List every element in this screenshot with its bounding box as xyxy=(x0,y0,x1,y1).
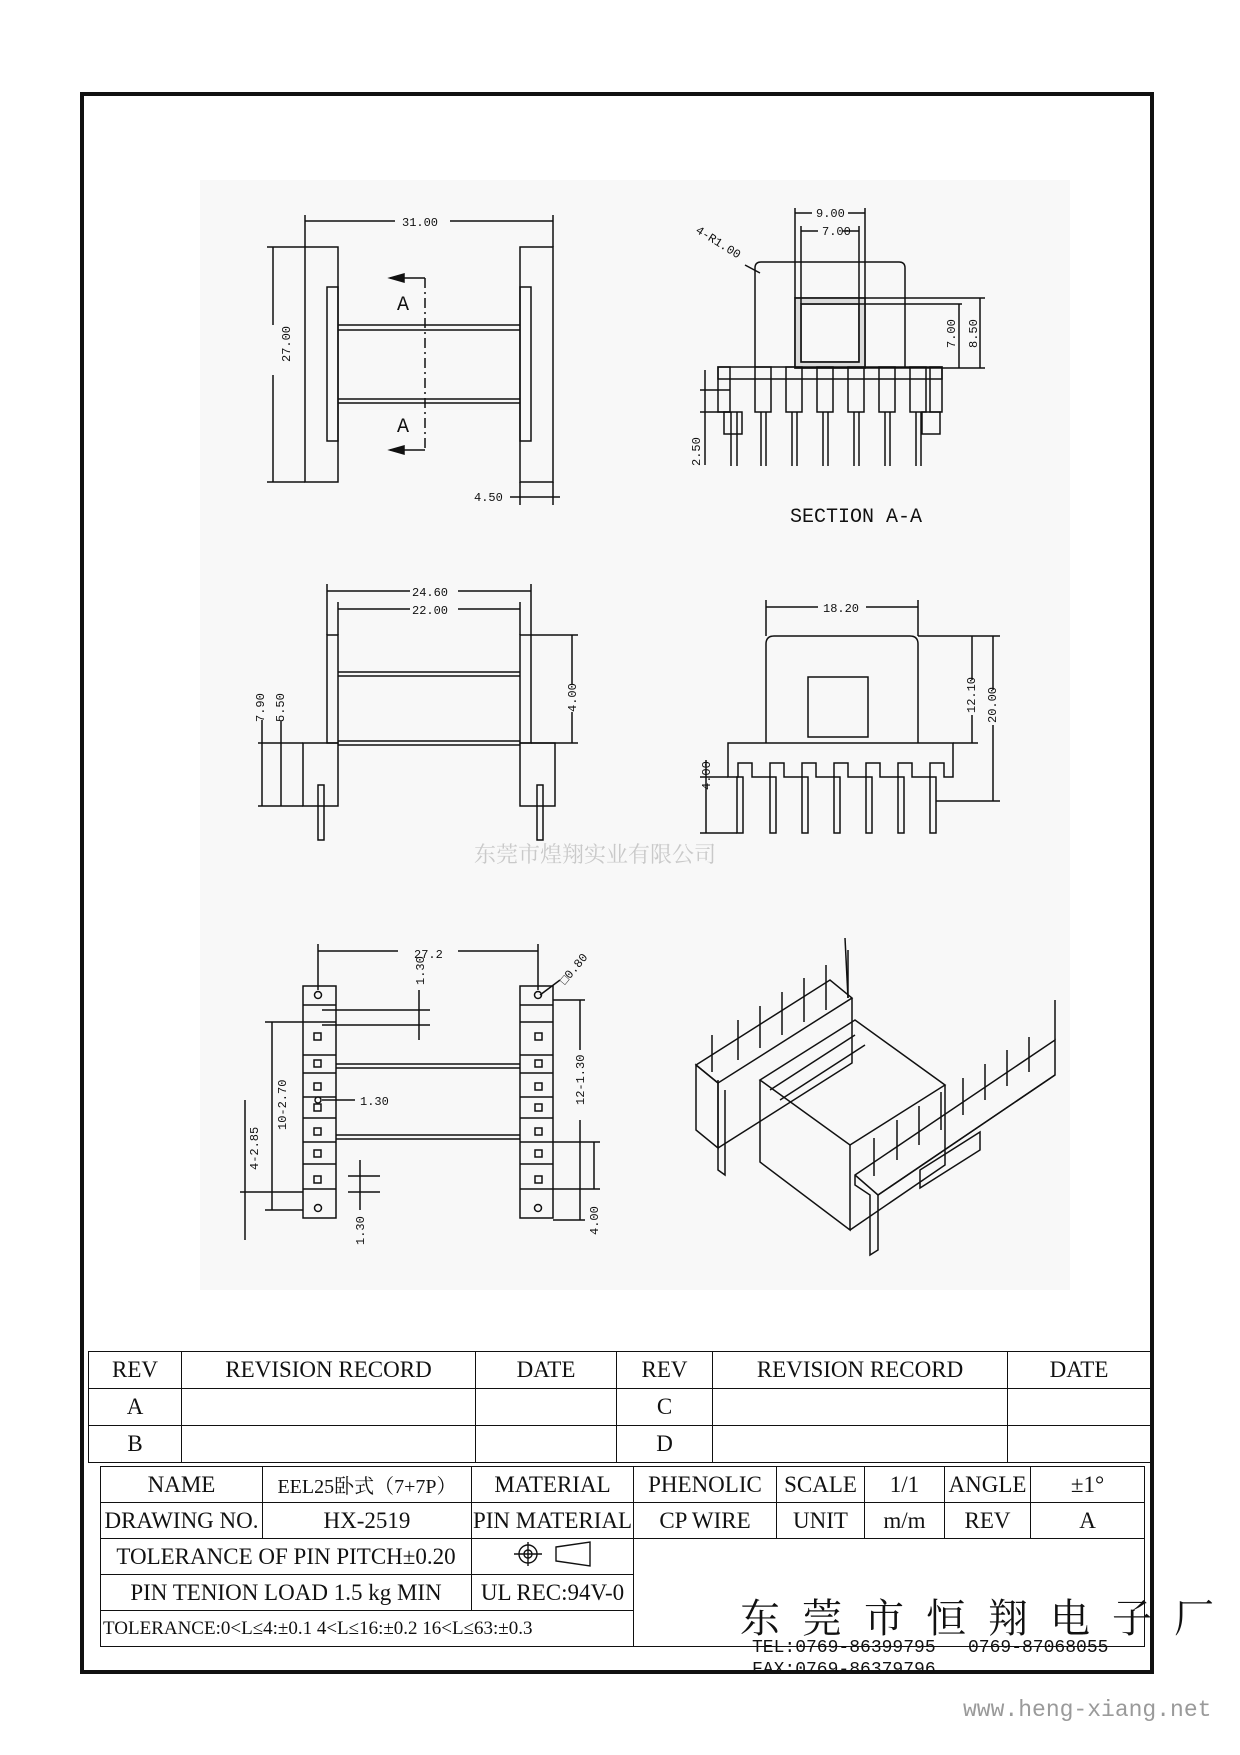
table-row xyxy=(89,1426,1151,1463)
rev-header: REV xyxy=(617,1352,713,1389)
angle-value: ±1° xyxy=(1031,1467,1145,1503)
revision-table xyxy=(88,1351,1151,1463)
pin-material-value: CP WIRE xyxy=(634,1503,777,1539)
dim-bottom-12-1-30: 12-1.30 xyxy=(574,1054,588,1105)
rev-value: A xyxy=(1031,1503,1145,1539)
section-mark-lower: A xyxy=(397,416,410,439)
dim-right-20-00: 20.00 xyxy=(986,686,1000,723)
unit-value: m/m xyxy=(865,1503,945,1539)
dim-right-4-00: 4.00 xyxy=(700,761,714,790)
drawing-no-label: DRAWING NO. xyxy=(101,1503,263,1539)
top-view xyxy=(267,215,560,505)
dim-bottom-hole: □0.80 xyxy=(557,950,592,988)
dim-bottom-pitch-total: 27.2 xyxy=(414,948,443,962)
revision-record-header: REVISION RECORD xyxy=(713,1352,1008,1389)
drawing-no-value: HX-2519 xyxy=(263,1503,472,1539)
date-cell xyxy=(1008,1426,1151,1463)
ul-rec: UL REC:94V-0 xyxy=(472,1575,634,1611)
name-value: EEL25卧式（7+7P） xyxy=(263,1467,472,1503)
rev-cell: C xyxy=(617,1389,713,1426)
rev-cell: A xyxy=(89,1389,182,1426)
scale-value: 1/1 xyxy=(865,1467,945,1503)
dim-front-4-00: 4.00 xyxy=(566,683,580,712)
dim-top-flange: 4.50 xyxy=(474,491,503,505)
record-cell xyxy=(182,1426,476,1463)
dim-bottom-4-00: 4.00 xyxy=(588,1206,602,1235)
dim-front-7-90: 7.90 xyxy=(254,693,268,722)
dim-front-5-50: 5.50 xyxy=(274,693,288,722)
dim-section-inner: 7.00 xyxy=(822,225,851,239)
projection-symbol xyxy=(472,1539,634,1575)
material-value: PHENOLIC xyxy=(634,1467,777,1503)
dim-section-outer: 9.00 xyxy=(816,207,845,221)
watermark: 东莞市煌翔实业有限公司 xyxy=(474,843,717,868)
date-header: DATE xyxy=(1008,1352,1151,1389)
company-tel: TEL:0769-86399795 xyxy=(752,1638,936,1658)
section-view xyxy=(700,208,985,466)
rev-label: REV xyxy=(945,1503,1031,1539)
tolerance-general: TOLERANCE:0<L≤4:±0.1 4<L≤16:±0.2 16<L≤63:±0.3 xyxy=(101,1611,634,1647)
front-right-pins xyxy=(737,777,936,833)
dim-right-width: 18.20 xyxy=(823,602,860,616)
dim-bottom-center: 1.30 xyxy=(360,1095,389,1109)
pin-load: PIN TENION LOAD 1.5 kg MIN xyxy=(101,1575,472,1611)
dim-right-12-10: 12.10 xyxy=(965,676,979,713)
section-title: SECTION A-A xyxy=(790,506,923,529)
isometric-view xyxy=(696,938,1055,1255)
pin-material-label: PIN MATERIAL xyxy=(472,1503,634,1539)
record-cell xyxy=(182,1389,476,1426)
dim-section-pin: 2.50 xyxy=(690,437,704,466)
dim-section-h-outer: 8.50 xyxy=(967,319,981,348)
company-fax: FAX:0769-86379796 xyxy=(752,1660,936,1680)
isometric-pins-front xyxy=(874,1000,1055,1176)
website-link[interactable]: www.heng-xiang.net xyxy=(963,1697,1212,1723)
record-cell xyxy=(713,1389,1008,1426)
projection-icon xyxy=(498,1540,608,1568)
material-label: MATERIAL xyxy=(472,1467,634,1503)
dim-section-radius: 4-R1.00 xyxy=(692,223,744,263)
dim-bottom-1-30-top: 1.30 xyxy=(414,956,428,985)
dim-top-width: 31.00 xyxy=(402,216,439,230)
rev-cell: D xyxy=(617,1426,713,1463)
front-right-view xyxy=(700,600,1000,833)
dim-bottom-4-2-85: 4-2.85 xyxy=(248,1126,262,1170)
dim-front-outer: 24.60 xyxy=(412,586,449,600)
dim-bottom-1-30-bottom: 1.30 xyxy=(354,1216,368,1245)
rev-cell: B xyxy=(89,1426,182,1463)
name-label: NAME xyxy=(101,1467,263,1503)
dim-front-inner: 22.00 xyxy=(412,604,449,618)
unit-label: UNIT xyxy=(777,1503,865,1539)
dim-top-height: 27.00 xyxy=(280,325,294,362)
table-row xyxy=(89,1389,1151,1426)
angle-label: ANGLE xyxy=(945,1467,1031,1503)
tolerance-pitch: TOLERANCE OF PIN PITCH±0.20 xyxy=(101,1539,472,1575)
company-name: 东莞市恒翔电子厂 xyxy=(740,1596,1236,1642)
bottom-view xyxy=(240,944,600,1240)
date-cell xyxy=(1008,1389,1151,1426)
front-left-view xyxy=(258,584,578,840)
date-cell xyxy=(476,1426,617,1463)
company-tel-2: 0769-87068055 xyxy=(968,1638,1109,1658)
record-cell xyxy=(713,1426,1008,1463)
dim-section-h-inner: 7.00 xyxy=(945,319,959,348)
date-header: DATE xyxy=(476,1352,617,1389)
section-mark-upper: A xyxy=(397,294,410,317)
dim-bottom-10-2-70: 10-2.70 xyxy=(276,1079,290,1130)
scale-label: SCALE xyxy=(777,1467,865,1503)
section-pins xyxy=(724,367,940,466)
revision-record-header: REVISION RECORD xyxy=(182,1352,476,1389)
date-cell xyxy=(476,1389,617,1426)
rev-header: REV xyxy=(89,1352,182,1389)
revision-header-row xyxy=(89,1352,1151,1389)
